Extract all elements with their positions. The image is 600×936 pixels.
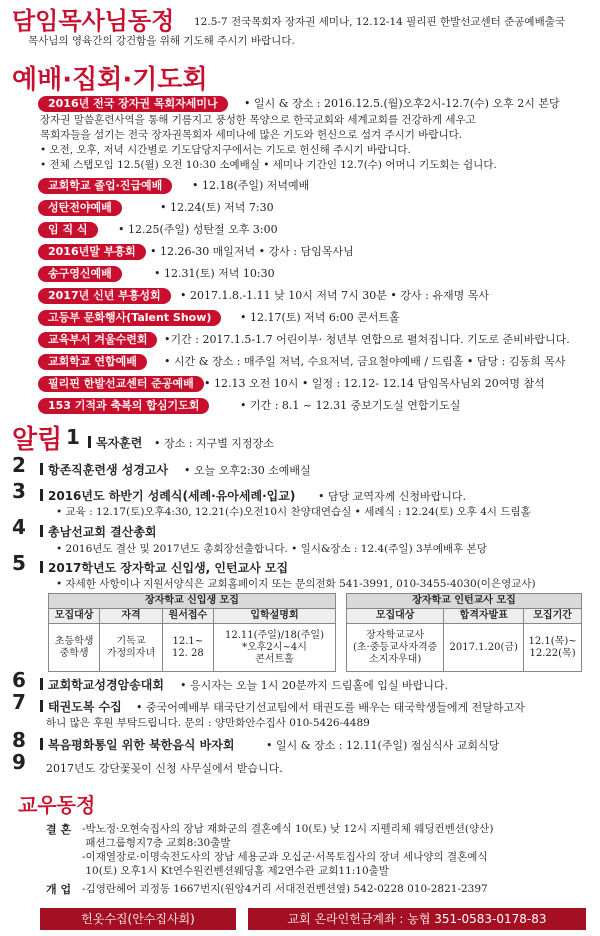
- notices-title: 알림: [12, 425, 63, 455]
- seminar-line: 장자권 말씀훈련사역을 통해 기름지고 풍성한 목양으로 한국교회와 세계교회를 건강하게 세우고: [40, 114, 476, 126]
- wedding-label: 결 혼: [46, 823, 72, 836]
- notice-text: • 일시 & 장소 : 12.11(주일) 점심식사 교회식당: [266, 739, 500, 752]
- event-text: • 시간 & 장소 : 매주일 저녁, 수요저녁, 금요철야예배 / 드림홀 • 담당 : 김동희 목사: [164, 355, 566, 368]
- table-cell: 2017.1.20(금): [444, 624, 524, 672]
- event-text: • 12.13 오전 10시 • 일정 : 12.12- 12.14 담임목사님외 20여명 참석: [204, 377, 545, 390]
- notice-number: 2: [12, 453, 26, 477]
- event-label: 153 기적과 축복의 합심기도회: [38, 398, 209, 414]
- notice-number: 9: [12, 750, 26, 774]
- seminar-line: • 일시 & 장소 : 2016.12.5.(월)오후2시-12.7(수) 오후 2시 본당: [244, 97, 560, 110]
- table-cell: 12.1~ 12. 28: [162, 624, 213, 672]
- notice-number: 5: [12, 551, 26, 575]
- event-text: • 12.26-30 매일저녁 • 강사 : 담임목사님: [150, 245, 354, 258]
- wedding-line: -박노정·오현숙집사의 장남 재화군의 결혼예식 10(토) 낮 12시 지펠리체 웨딩컨벤션(양산): [82, 823, 494, 835]
- student-recruit-table: [48, 593, 336, 672]
- notice-number: 4: [12, 515, 26, 539]
- event-label: 고등부 문화행사(Talent Show): [38, 310, 221, 326]
- event-label: 송구영신예배: [38, 266, 122, 282]
- table-header: 입학설명회: [213, 609, 335, 624]
- notice-title: 교회학교성경암송대회: [40, 678, 164, 693]
- notice-text: • 응시자는 오늘 1시 20분까지 드림홀에 입실 바랍니다.: [180, 679, 448, 692]
- event-text: • 2017.1.8.-1.11 낮 10시 저녁 7시 30분 • 강사 : 유재명 목사: [180, 289, 489, 302]
- event-label: 성탄전야예배: [38, 200, 122, 216]
- event-label-seminar: 2016년 전국 장자권 목회자세미나: [38, 96, 228, 112]
- table-cell: 12.1(목)~ 12.22(목): [524, 624, 582, 672]
- event-text: •기간 : 2017.1.5-1.7 어린이부· 청년부 연합으로 펼쳐집니다. 기도로 준비바랍니다.: [164, 333, 570, 346]
- teacher-recruit-table: [346, 593, 582, 672]
- wedding-line: -이재열장로·이명숙전도사의 장남 세용군과 오십군·서목토집사의 장녀 세나양의 결혼예식: [82, 851, 488, 863]
- notice-number: 7: [12, 690, 26, 714]
- notice-title: 총남선교회 결산총회: [40, 525, 157, 540]
- worship-title: 예배·집회·기도회: [12, 65, 208, 95]
- notice-title: 태권도복 수집: [40, 700, 122, 715]
- seminar-line: • 전체 스탭모임 12.5(월) 오전 10:30 소예배실 • 세미나 기간인 12.7(수) 어머니 기도회는 쉽니다.: [40, 159, 497, 171]
- pastor-line-1: 12.5-7 전국목회자 장자권 세미나, 12.12-14 필리핀 한발선교센터 준공예배출국: [194, 16, 565, 28]
- wedding-line: 패션그룹형지7층 교회8:30출발: [82, 837, 231, 849]
- event-label: 교회학교 졸업·진급예배: [38, 178, 172, 194]
- notice-subtext: • 자세한 사항이나 지원서양식은 교회홈페이지 또는 문의전화 541-3991, 010-3455-4030(이은영교사): [56, 578, 536, 590]
- event-label: 필리핀 한발선교센터 준공예배: [38, 376, 204, 392]
- notice-title: 복음평화통일 위한 북한음식 바자회: [40, 738, 234, 753]
- table-header: 모집기간: [524, 609, 582, 624]
- table-caption: 장자학교 신입생 모집: [49, 594, 336, 609]
- table-cell: 12.11(주일)/18(주일) *오후2시~4시 콘서트홀: [213, 624, 335, 672]
- event-label: 2017년 신년 부흥성회: [38, 288, 171, 304]
- notice-number: 6: [12, 668, 26, 692]
- notice-text: • 장소 : 지구별 지정장소: [154, 437, 274, 450]
- table-header: 합격자발표: [444, 609, 524, 624]
- event-label: 2016년말 부흥회: [38, 244, 146, 260]
- event-label: 교회학교 연합예배: [38, 354, 147, 370]
- event-label: 교육부서 겨울수련회: [38, 332, 157, 348]
- notice-title: 2016년도 하반기 성례식(세례·유아세례·입교): [40, 489, 295, 504]
- table-header: 모집대상: [49, 609, 100, 624]
- event-text: • 12.25(주일) 성탄절 오후 3:00: [118, 223, 278, 236]
- notice-text: 2017년도 강단꽃꽂이 신청 사무실에서 받습니다.: [46, 762, 283, 775]
- seminar-line: 목회자들을 섬기는 전국 장자권목회자 세미나에 많은 기도와 헌신으로 섬겨 주시기 바랍니다.: [40, 129, 463, 141]
- table-cell: 장자학교교사 (초·중등교사자격증 소지자우대): [347, 624, 444, 672]
- event-label: 임 직 식: [38, 222, 98, 238]
- opening-label: 개 업: [46, 883, 72, 896]
- wedding-line: 10(토) 오후1시 Kt연수원컨벤션웨딩홀 제2연수관 교회11:10출발: [82, 865, 389, 877]
- notice-title: 목자훈련: [88, 436, 142, 451]
- notice-text: • 오늘 오후2:30 소예배실: [184, 464, 311, 477]
- notice-text: • 중국어예배부 태국단기선교팀에서 태권도를 배우는 태국학생들에게 전달하고자: [136, 701, 525, 714]
- table-header: 모집대상: [347, 609, 444, 624]
- notice-title: 2017학년도 장자학교 신입생, 인턴교사 모집: [40, 561, 288, 576]
- seminar-line: • 오전, 오후, 저녁 시간별로 기도담당지구에서는 기도로 헌신해 주시기 바랍니다.: [40, 144, 411, 156]
- notice-number: 1: [66, 425, 80, 449]
- notice-subtext: • 2016년도 결산 및 2017년도 총회장선출합니다. • 일시&장소 : 12.4(주일) 3부예배후 본당: [56, 543, 487, 555]
- event-text: • 12.24(토) 저녁 7:30: [160, 201, 274, 214]
- table-header: 원서접수: [162, 609, 213, 624]
- footer-account-bar: 교회 온라인헌금계좌 : 농협 351-0583-0178-83: [248, 908, 586, 930]
- table-cell: 기독교 가정의자녀: [100, 624, 163, 672]
- event-text: • 12.31(토) 저녁 10:30: [154, 267, 275, 280]
- table-cell: 초등학생 중학생: [49, 624, 100, 672]
- notice-number: 3: [12, 479, 26, 503]
- table-header: 자격: [100, 609, 163, 624]
- event-text: • 기간 : 8.1 ~ 12.31 중보기도실 연합기도실: [240, 399, 461, 412]
- notice-number: 8: [12, 728, 26, 752]
- notice-text: • 담당 교역자께 신청바랍니다.: [318, 490, 466, 503]
- notice-subtext: 하니 많은 후원 부탁드립니다. 문의 : 양만화안수집사 010-5426-4489: [46, 717, 370, 729]
- notice-title: 항존직훈련생 성경고사: [40, 463, 168, 478]
- footer-clothes-bar: 헌옷수집(안수집사회): [40, 908, 236, 930]
- members-title: 교우동정: [18, 793, 96, 817]
- event-text: • 12.17(토) 저녁 6:00 콘서트홀: [240, 311, 400, 324]
- opening-text: -김영란헤어 괴정동 1667번지(원앙4거리 서대전컨벤션옆) 542-0228 010-2821-2397: [82, 883, 488, 895]
- event-text: • 12.18(주일) 저녁예배: [192, 179, 310, 192]
- pastor-line-2: 목사님의 영육간의 강건함을 위해 기도해 주시기 바랍니다.: [28, 35, 295, 47]
- table-caption: 장자학교 인턴교사 모집: [347, 594, 582, 609]
- pastor-title: 담임목사님동정: [12, 7, 175, 35]
- notice-subtext: • 교육 : 12.17(토)오후4:30, 12.21(수)오전10시 찬양대연습실 • 세례식 : 12.24(토) 오후 4시 드림홀: [56, 506, 531, 518]
